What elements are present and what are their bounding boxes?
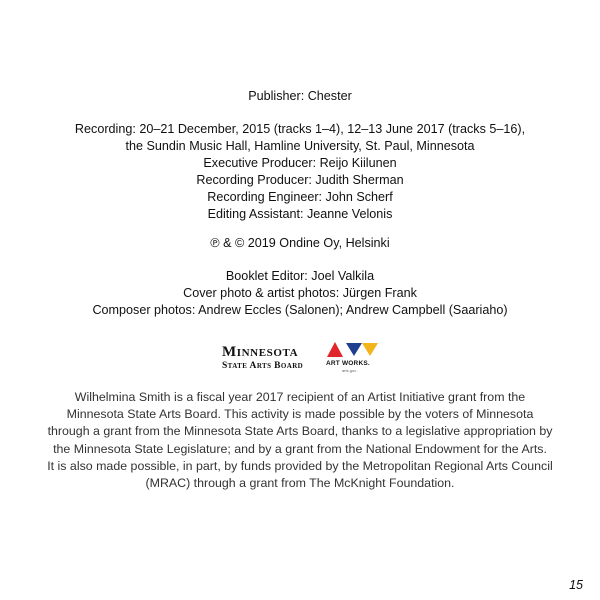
grant-line-2: Minnesota State Arts Board. This activity is made possible by the voters of Minnesota	[66, 407, 534, 422]
sponsor-logos	[222, 340, 392, 374]
msab-logo-line2: State Arts Board	[222, 361, 304, 371]
recording-dates-line: Recording: 20–21 December, 2015 (tracks 1–4), 12–13 June 2017 (tracks 5–16),	[74, 122, 526, 136]
editing-assistant-line: Editing Assistant: Jeanne Velonis	[207, 207, 393, 221]
grant-line-6: (MRAC) through a grant from The McKnight Foundation.	[145, 476, 455, 491]
cover-photo-line: Cover photo & artist photos: Jürgen Frank	[183, 286, 417, 300]
grant-line-1: Wilhelmina Smith is a fiscal year 2017 recipient of an Artist Initiative grant from the	[74, 390, 526, 404]
grant-acknowledgement	[0, 389, 600, 492]
minnesota-state-arts-board-logo	[222, 344, 303, 372]
recording-credits	[0, 121, 600, 223]
msab-logo-line1: Minnesota	[222, 344, 299, 360]
blue-triangle-icon	[346, 343, 362, 356]
copyright-line: ℗ & © 2019 Ondine Oy, Helsinki	[210, 236, 390, 250]
grant-line-3: through a grant from the Minnesota State Arts Board, thanks to a legislative appropriation by	[47, 424, 553, 439]
recording-producer-line: Recording Producer: Judith Sherman	[196, 173, 404, 187]
executive-producer-line: Executive Producer: Reijo Kiilunen	[203, 156, 397, 170]
art-works-triangles-icon	[326, 340, 390, 360]
grant-line-5: It is also made possible, in part, by funds provided by the Metropolitan Regional Arts Council	[47, 458, 553, 473]
booklet-credits	[0, 268, 600, 319]
publisher-credit	[0, 88, 600, 105]
red-triangle-icon	[327, 342, 343, 357]
publisher-line: Publisher: Chester	[248, 89, 352, 103]
copyright-notice	[0, 235, 600, 252]
booklet-editor-line: Booklet Editor: Joel Valkila	[225, 269, 375, 283]
yellow-triangle-icon	[362, 343, 378, 356]
art-works-subtext: arts.gov	[342, 368, 357, 373]
art-works-logo	[326, 340, 390, 374]
page-number: 15	[569, 578, 583, 592]
art-works-text: ART WORKS.	[326, 360, 370, 367]
grant-line-4: the Minnesota State Legislature; and by a grant from the National Endowment for the Arts.	[53, 441, 547, 456]
recording-venue-line: the Sundin Music Hall, Hamline University, St. Paul, Minnesota	[125, 139, 475, 153]
recording-engineer-line: Recording Engineer: John Scherf	[207, 190, 393, 204]
composer-photos-line: Composer photos: Andrew Eccles (Salonen); Andrew Campbell (Saariaho)	[92, 303, 508, 317]
